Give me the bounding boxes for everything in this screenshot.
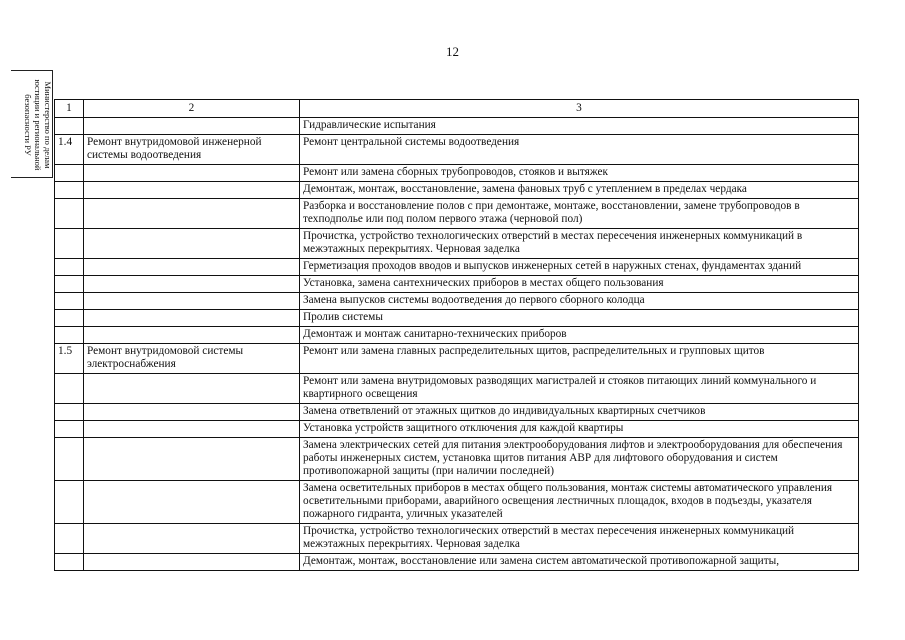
table-row <box>55 135 859 165</box>
works-table <box>54 99 859 571</box>
page-number: 12 <box>446 44 459 59</box>
table-row <box>55 481 859 524</box>
empty-cell <box>55 554 84 571</box>
table-row <box>55 293 859 310</box>
work-item: Замена ответвлений от этажных щитков до индивидуальных квартирных счетчиков <box>300 404 859 421</box>
column-header: 2 <box>84 100 300 118</box>
work-item: Установка, замена сантехнических приборов в местах общего пользования <box>300 276 859 293</box>
table-row <box>55 327 859 344</box>
empty-cell <box>55 199 84 229</box>
table-row <box>55 554 859 571</box>
table-row <box>55 524 859 554</box>
section-title: Ремонт внутридомовой системы электроснабжения <box>84 344 300 374</box>
stamp-line: Министерство по делам <box>43 81 53 169</box>
empty-cell <box>55 310 84 327</box>
work-item: Ремонт или замена внутридомовых разводящих магистралей и стояков питающих линий коммунального и квартирного освещения <box>300 374 859 404</box>
work-item: Демонтаж, монтаж, восстановление или замена систем автоматической противопожарной защиты, <box>300 554 859 571</box>
empty-cell <box>84 327 300 344</box>
work-item: Установка устройств защитного отключения для каждой квартиры <box>300 421 859 438</box>
section-number: 1.5 <box>55 344 84 374</box>
work-item: Демонтаж и монтаж санитарно-технических приборов <box>300 327 859 344</box>
empty-cell <box>84 182 300 199</box>
table-row <box>55 165 859 182</box>
empty-cell <box>84 229 300 259</box>
table-row <box>55 199 859 229</box>
stamp-line: юстиции и региональной <box>33 79 43 171</box>
column-header: 3 <box>300 100 859 118</box>
column-header: 1 <box>55 100 84 118</box>
empty-cell <box>84 481 300 524</box>
work-item: Ремонт центральной системы водоотведения <box>300 135 859 165</box>
empty-cell <box>84 374 300 404</box>
table-row <box>55 404 859 421</box>
work-item: Замена выпусков системы водоотведения до первого сборного колодца <box>300 293 859 310</box>
empty-cell <box>84 310 300 327</box>
empty-cell <box>55 259 84 276</box>
section-title: Ремонт внутридомовой инженерной системы водоотведения <box>84 135 300 165</box>
section-number: 1.4 <box>55 135 84 165</box>
work-item: Демонтаж, монтаж, восстановление, замена фановых труб с утеплением в пределах чердака <box>300 182 859 199</box>
empty-cell <box>84 438 300 481</box>
table-row <box>55 421 859 438</box>
empty-cell <box>55 182 84 199</box>
table-row <box>55 229 859 259</box>
table-row <box>55 344 859 374</box>
empty-cell <box>55 438 84 481</box>
empty-cell <box>55 404 84 421</box>
empty-cell <box>84 293 300 310</box>
stamp-text <box>23 71 53 179</box>
table-body <box>55 118 859 571</box>
table-row <box>55 374 859 404</box>
empty-cell <box>84 524 300 554</box>
empty-cell <box>84 165 300 182</box>
empty-cell <box>84 118 300 135</box>
work-item: Прочистка, устройство технологических отверстий в местах пересечения инженерных коммуникаций в межэтажных перекрытиях. Черновая заделка <box>300 229 859 259</box>
empty-cell <box>55 229 84 259</box>
empty-cell <box>55 118 84 135</box>
table-row <box>55 118 859 135</box>
table-row <box>55 438 859 481</box>
work-item: Прочистка, устройство технологических отверстий в местах пересечения инженерных коммуникаций межэтажных перекрытиях. Черновая заделка <box>300 524 859 554</box>
work-item: Замена осветительных приборов в местах общего пользования, монтаж системы автоматического управления осветительными приборами, аварийного освещения лестничных площадок, входов в подъезды, указателя пожарного гидранта, уличных указателей <box>300 481 859 524</box>
empty-cell <box>55 481 84 524</box>
empty-cell <box>84 259 300 276</box>
empty-cell <box>84 276 300 293</box>
empty-cell <box>55 421 84 438</box>
stamp-line: безопасности РУ <box>23 94 33 156</box>
table-row <box>55 310 859 327</box>
empty-cell <box>55 327 84 344</box>
work-item: Разборка и восстановление полов с при демонтаже, монтаже, восстановлении, замене трубопроводов в техподполье или под полом первого этажа (черновой пол) <box>300 199 859 229</box>
work-item: Пролив системы <box>300 310 859 327</box>
table-row <box>55 182 859 199</box>
empty-cell <box>55 293 84 310</box>
empty-cell <box>84 199 300 229</box>
table-row <box>55 276 859 293</box>
empty-cell <box>55 524 84 554</box>
empty-cell <box>84 421 300 438</box>
empty-cell <box>55 374 84 404</box>
empty-cell <box>84 554 300 571</box>
empty-cell <box>84 404 300 421</box>
work-item: Гидравлические испытания <box>300 118 859 135</box>
work-item: Герметизация проходов вводов и выпусков инженерных сетей в наружных стенах, фундаментах зданий <box>300 259 859 276</box>
registration-stamp <box>11 70 53 178</box>
empty-cell <box>55 276 84 293</box>
work-item: Замена электрических сетей для питания электрооборудования лифтов и электрооборудования для обеспечения работы инженерных систем, установка щитов питания АВР для лифтового оборудования и систем противопожарной защиты (при наличии последней) <box>300 438 859 481</box>
empty-cell <box>55 165 84 182</box>
work-item: Ремонт или замена сборных трубопроводов, стояков и вытяжек <box>300 165 859 182</box>
work-item: Ремонт или замена главных распределительных щитов, распределительных и групповых щитов <box>300 344 859 374</box>
table-row <box>55 259 859 276</box>
header-row <box>55 100 859 118</box>
